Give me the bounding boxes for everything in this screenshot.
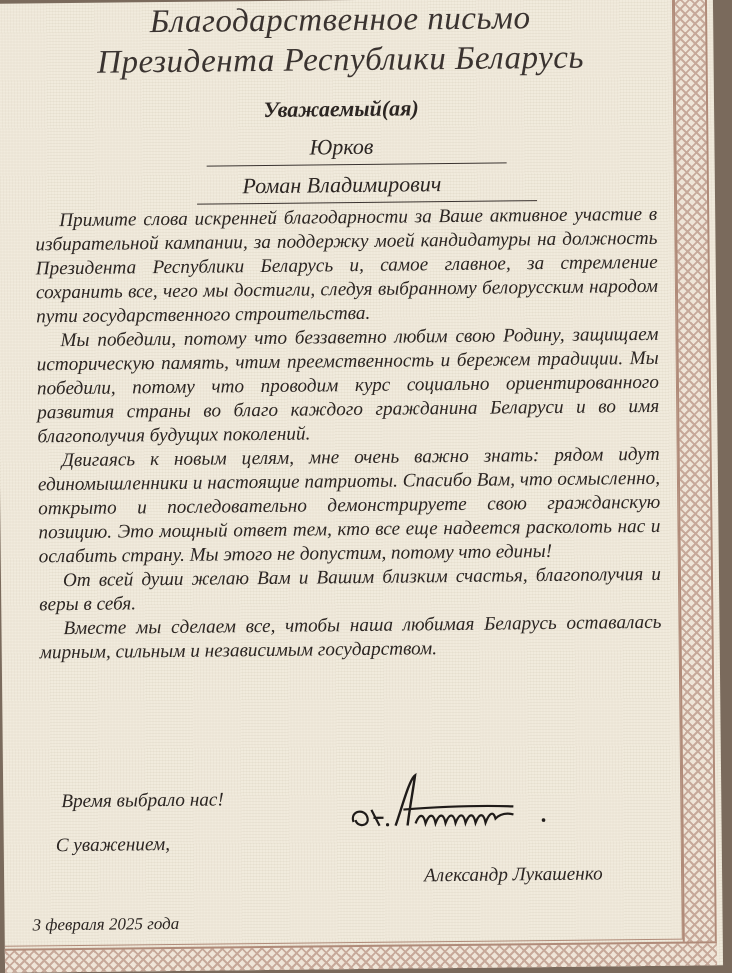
recipient-surname: Юрков (309, 133, 374, 160)
handwritten-signature (343, 768, 584, 841)
closing-phrase: Время выбрало нас! (61, 789, 224, 813)
paragraph: От всей души желаю Вам и Вашим близким счастья, благополучия и веры в себя. (39, 563, 662, 616)
recipient-name: Роман Владимирович (242, 171, 442, 199)
ornamental-border-bottom (5, 941, 717, 972)
letter-title-line-2: Президента Республики Беларусь (96, 39, 585, 81)
letter-title-line-1: Благодарственное письмо (149, 0, 531, 41)
paragraph: Вместе мы сделаем все, чтобы наша любимая Беларусь оставалась мирным, сильным и независимым государством. (39, 611, 662, 664)
paragraph: Примите слова искренней благодарности за Ваше активное участие в избирательной кампании, за поддержку моей кандидатуры на должность Президента Республики Беларусь и, самое главное, за стремление сохранить все, чего мы достигли, следуя выбранному белорусским народом пути государственного строительства. (35, 203, 659, 328)
regards: С уважением, (55, 833, 171, 857)
paragraph: Мы победили, потому что беззаветно любим свою Родину, защищаем историческую память, чтим преемственность и бережем традиции. Мы победили, потому что проводим курс социально ориентированного развития страны во благо каждого гражданина Беларуси и во имя благополучия будущих поколений. (36, 323, 660, 448)
letter-date: 3 февраля 2025 года (32, 913, 180, 935)
salutation: Уважаемый(ая) (263, 95, 419, 122)
signer-name: Александр Лукашенко (423, 863, 603, 887)
letter-body (35, 203, 662, 665)
paragraph: Двигаясь к новым целям, мне очень важно знать: рядом идут единомышленники и настоящие патриоты. Спасибо Вам, что осмысленно, открыто и последовательно демонстрируете свою гражданскую позицию. Это мощный ответ тем, кто все еще надеется расколоть нас и ослабить страну. Мы этого не допустим, потому что едины! (37, 443, 661, 568)
